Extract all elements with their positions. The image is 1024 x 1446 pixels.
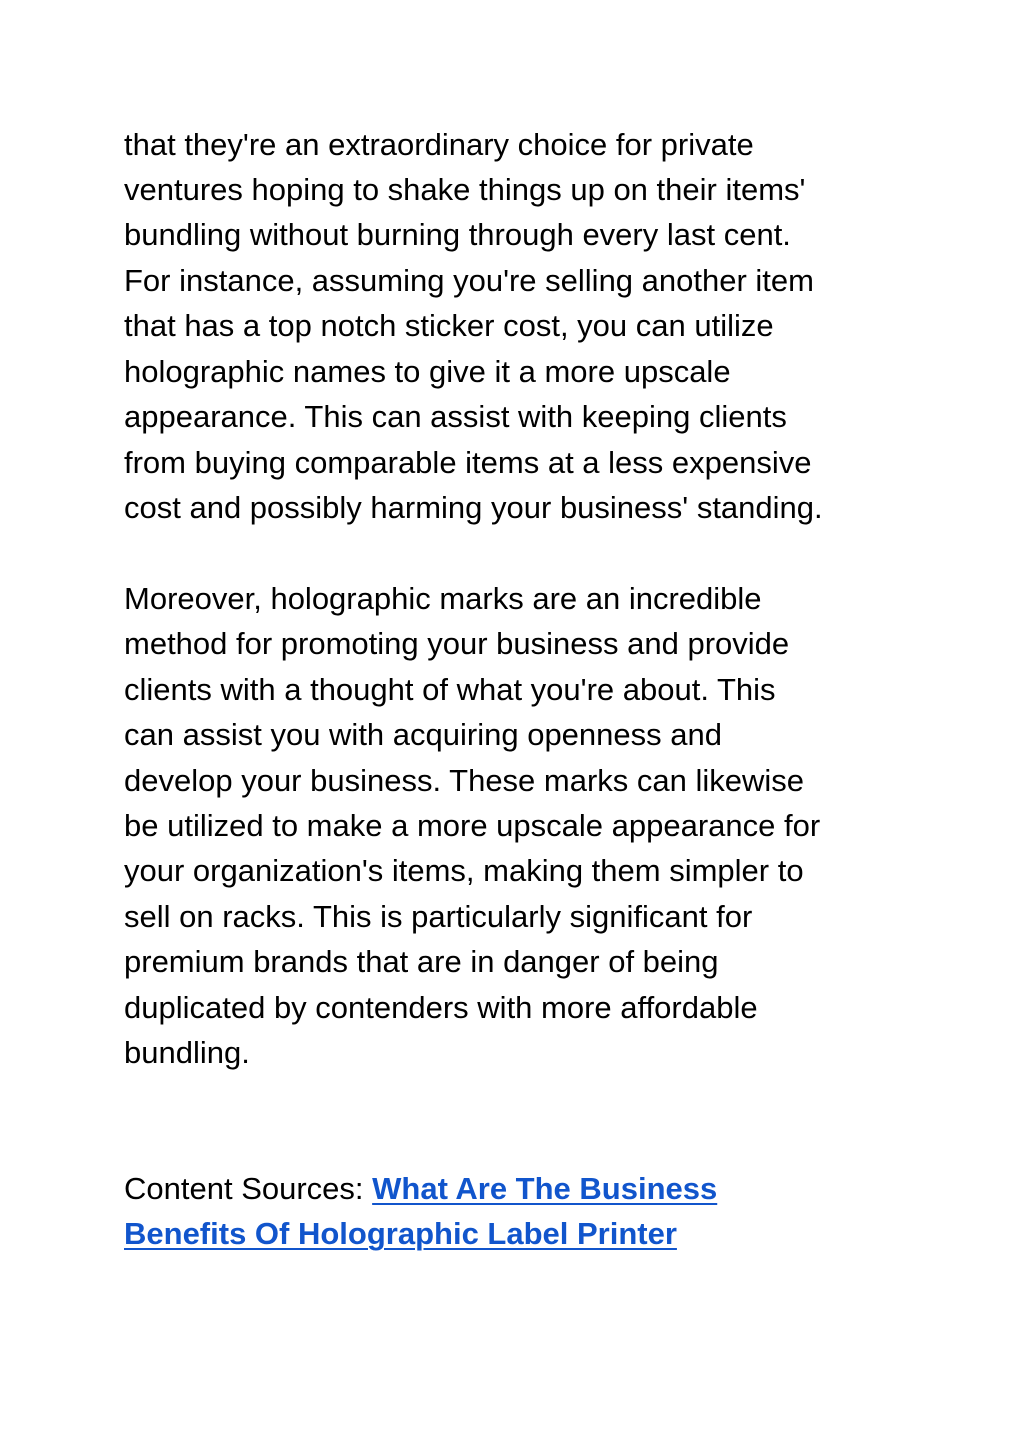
paragraph-line: from buying comparable items at a less expensive: [124, 445, 812, 480]
paragraph-line: clients with a thought of what you're about. This: [124, 672, 776, 707]
paragraph-line: duplicated by contenders with more affordable: [124, 990, 758, 1025]
sources-label: Content Sources:: [124, 1171, 373, 1206]
paragraph-line: develop your business. These marks can likewise: [124, 763, 805, 798]
sources-line: [124, 1216, 677, 1252]
paragraph-line: cost and possibly harming your business' standing.: [124, 490, 823, 525]
paragraph-line: your organization's items, making them simpler to: [124, 853, 804, 888]
paragraph-line: that they're an extraordinary choice for private: [124, 127, 754, 162]
paragraph-line: method for promoting your business and provide: [124, 626, 790, 661]
paragraph-line: For instance, assuming you're selling another item: [124, 263, 814, 298]
paragraph-line: Moreover, holographic marks are an incredible: [124, 581, 762, 616]
paragraph-line: bundling without burning through every last cent.: [124, 217, 791, 252]
paragraph-line: be utilized to make a more upscale appearance for: [124, 808, 821, 843]
paragraph-line: holographic names to give it a more upscale: [124, 354, 731, 389]
source-link[interactable]: Benefits Of Holographic Label Printer: [124, 1216, 677, 1251]
paragraph-line: premium brands that are in danger of being: [124, 944, 719, 979]
paragraph-line: that has a top notch sticker cost, you can utilize: [124, 308, 774, 343]
paragraph-line: bundling.: [124, 1035, 250, 1070]
sources-line: [124, 1171, 717, 1207]
paragraph-line: ventures hoping to shake things up on their items': [124, 172, 806, 207]
source-link[interactable]: What Are The Business: [372, 1171, 718, 1206]
paragraph-line: appearance. This can assist with keeping clients: [124, 399, 787, 434]
paragraph-line: sell on racks. This is particularly significant for: [124, 899, 753, 934]
paragraph-line: can assist you with acquiring openness and: [124, 717, 722, 752]
